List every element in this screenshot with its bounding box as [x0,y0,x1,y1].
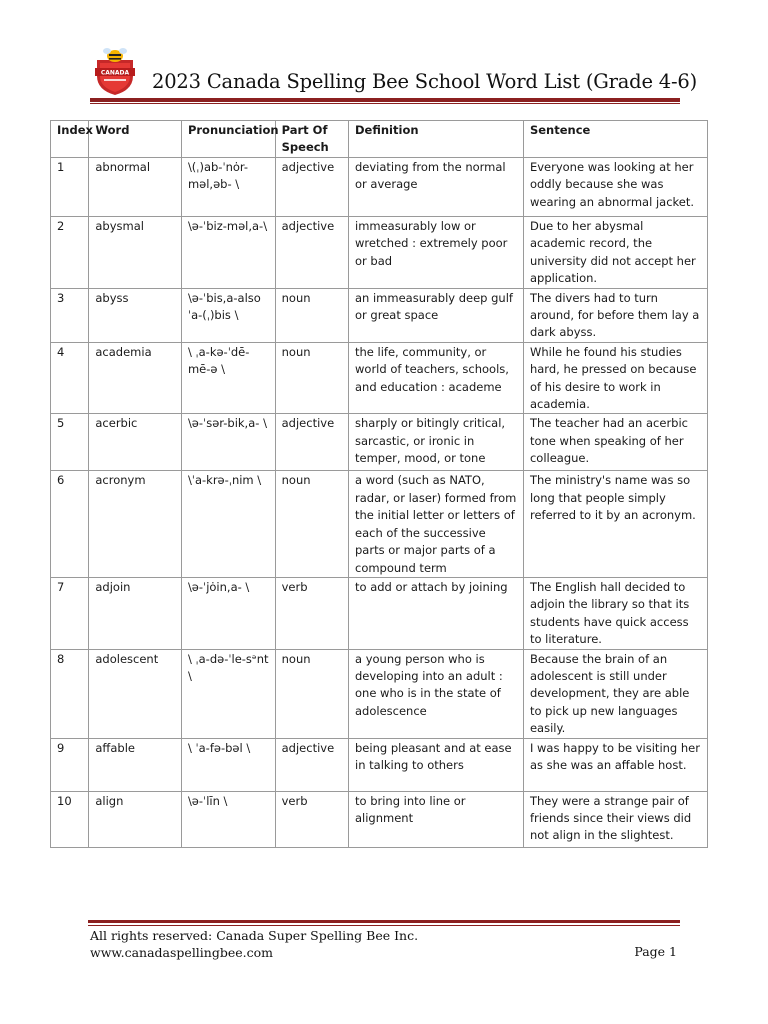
cell-definition: a young person who is developing into an adult : one who is in the state of adolescence [349,649,524,738]
cell-pronunciation: \ ˈa-fə-bəl \ [181,738,275,791]
table-row [51,738,708,791]
cell-index: 9 [51,738,89,791]
cell-definition: an immeasurably deep gulf or great space [349,288,524,342]
table-row [51,158,708,217]
cell-index: 4 [51,342,89,414]
cell-sentence: Because the brain of an adolescent is still under development, they are able to pick up new languages easily. [523,649,707,738]
cell-part-of-speech: adjective [275,217,348,289]
cell-pronunciation: \ə-ˈlīn \ [181,791,275,847]
table-row [51,649,708,738]
cell-sentence: Due to her abysmal academic record, the university did not accept her application. [523,217,707,289]
page-number: Page 1 [634,944,677,959]
header-word: Word [89,121,182,158]
cell-index: 1 [51,158,89,217]
cell-definition: the life, community, or world of teachers, schools, and education : academe [349,342,524,414]
cell-word: abysmal [89,217,182,289]
cell-part-of-speech: noun [275,342,348,414]
canada-spelling-bee-logo [92,46,138,96]
cell-definition: a word (such as NATO, radar, or laser) formed from the initial letter or letters of each of the successive parts or major parts of a compound term [349,471,524,577]
cell-sentence: The divers had to turn around, for before them lay a dark abyss. [523,288,707,342]
cell-part-of-speech: adjective [275,738,348,791]
table-row [51,577,708,649]
header-index: Index [51,121,89,158]
cell-part-of-speech: noun [275,471,348,577]
word-list-table [50,120,708,848]
footer [90,928,418,961]
table-row [51,217,708,289]
footer-rule-thick [88,920,680,923]
cell-sentence: The English hall decided to adjoin the library so that its students have quick access to literature. [523,577,707,649]
header-pronunciation: Pronunciation [181,121,275,158]
cell-word: abnormal [89,158,182,217]
cell-pronunciation: \ə-ˈjȯin,a- \ [181,577,275,649]
header-rule-thin [90,103,680,104]
header-definition: Definition [349,121,524,158]
cell-index: 5 [51,414,89,471]
cell-word: adolescent [89,649,182,738]
cell-sentence: They were a strange pair of friends since their views did not align in the slightest. [523,791,707,847]
table-row [51,342,708,414]
cell-definition: immeasurably low or wretched : extremely poor or bad [349,217,524,289]
cell-index: 7 [51,577,89,649]
cell-pronunciation: \ ˌa-kə-ˈdē-mē-ə \ [181,342,275,414]
table-row [51,288,708,342]
cell-index: 8 [51,649,89,738]
cell-part-of-speech: noun [275,649,348,738]
header-rule-thick [90,98,680,102]
table-header-row [51,121,708,158]
header-sentence: Sentence [523,121,707,158]
logo-text: CANADA [100,69,130,77]
cell-word: align [89,791,182,847]
cell-sentence: I was happy to be visiting her as she was an affable host. [523,738,707,791]
cell-definition: to add or attach by joining [349,577,524,649]
cell-sentence: The teacher had an acerbic tone when speaking of her colleague. [523,414,707,471]
table-row [51,791,708,847]
cell-definition: sharply or bitingly critical, sarcastic, or ironic in temper, mood, or tone [349,414,524,471]
cell-part-of-speech: noun [275,288,348,342]
cell-sentence: While he found his studies hard, he pressed on because of his desire to work in academia. [523,342,707,414]
cell-pronunciation: \ə-ˈbis,a-alsoˈa-(ˌ)bis \ [181,288,275,342]
footer-website: www.canadaspellingbee.com [90,944,274,960]
cell-word: affable [89,738,182,791]
cell-pronunciation: \ə-ˈbiz-məl,a-\ [181,217,275,289]
cell-word: adjoin [89,577,182,649]
document-title: 2023 Canada Spelling Bee School Word List (Grade 4-6) [152,70,698,93]
cell-index: 10 [51,791,89,847]
cell-part-of-speech: adjective [275,158,348,217]
cell-index: 2 [51,217,89,289]
cell-pronunciation: \(ˌ)ab-ˈnȯr-məl,əb- \ [181,158,275,217]
footer-rule-thin [88,925,680,926]
cell-definition: deviating from the normal or average [349,158,524,217]
cell-sentence: Everyone was looking at her oddly because she was wearing an abnormal jacket. [523,158,707,217]
cell-index: 6 [51,471,89,577]
cell-part-of-speech: verb [275,577,348,649]
table-row [51,471,708,577]
cell-word: acerbic [89,414,182,471]
cell-word: acronym [89,471,182,577]
cell-word: abyss [89,288,182,342]
cell-part-of-speech: verb [275,791,348,847]
table-row [51,414,708,471]
cell-pronunciation: \ˈa-krə-ˌnim \ [181,471,275,577]
cell-definition: to bring into line or alignment [349,791,524,847]
cell-pronunciation: \ə-ˈsər-bik,a- \ [181,414,275,471]
cell-pronunciation: \ ˌa-də-ˈle-sᵊnt \ [181,649,275,738]
header-part-of-speech: Part Of Speech [275,121,348,158]
footer-rights: All rights reserved: Canada Super Spelling Bee Inc. [90,928,419,943]
cell-part-of-speech: adjective [275,414,348,471]
cell-sentence: The ministry's name was so long that people simply referred to it by an acronym. [523,471,707,577]
cell-word: academia [89,342,182,414]
cell-definition: being pleasant and at ease in talking to others [349,738,524,791]
cell-index: 3 [51,288,89,342]
